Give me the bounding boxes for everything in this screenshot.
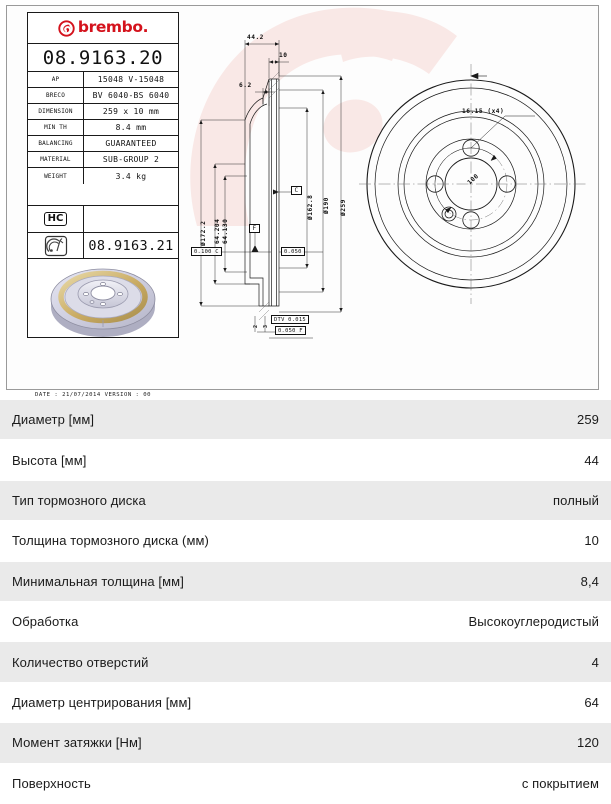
dim-small-2: 3 — [263, 324, 269, 328]
hc-badge-cell — [28, 206, 84, 232]
spec-value: 10 — [584, 533, 599, 549]
spec-label: Толщина тормозного диска (мм) — [12, 533, 209, 549]
titleblock-rows — [28, 72, 178, 184]
dim-pcd: 100 — [466, 172, 481, 187]
dim-outer-dia: Ø259 — [340, 199, 347, 216]
spec-label: Момент затяжки [Нм] — [12, 735, 142, 751]
cross-section-view — [183, 16, 383, 356]
spec-label: Обработка — [12, 614, 79, 630]
dim-inner-dia: Ø162.8 — [307, 194, 314, 220]
gdt-parallelism: 0.100 C — [191, 247, 222, 256]
brembo-logo — [28, 13, 178, 44]
spec-value: 44 — [584, 452, 599, 468]
brake-disc-tool-icon-cell — [28, 233, 84, 258]
dim-bore-max: 64.204 — [214, 218, 221, 244]
drawing-frame — [6, 5, 599, 398]
table-row — [0, 642, 611, 682]
gdt-flatness: 0.050 — [281, 247, 305, 256]
plan-view — [359, 54, 589, 309]
dim-overall-height: 44.2 — [247, 34, 264, 41]
spec-label: Тип тормозного диска — [12, 492, 146, 508]
brembo-swirl-icon — [58, 20, 75, 37]
spec-label: Минимальная толщина [мм] — [12, 573, 184, 589]
titleblock-value: SUB-GROUP 2 — [102, 155, 160, 164]
table-row — [0, 602, 611, 642]
titleblock-hc-row — [28, 206, 178, 233]
titleblock-spacer — [28, 184, 178, 206]
brake-disc-3d-render — [43, 261, 163, 335]
specifications-table — [0, 400, 611, 804]
table-row — [0, 764, 611, 804]
spec-value: 120 — [577, 735, 599, 751]
titleblock-key: MIN TH — [28, 120, 84, 135]
dim-bolt-hole: 16.15 (x4) — [462, 108, 505, 115]
titleblock-alt-part-row — [28, 233, 178, 259]
titleblock-key: DIMENSION — [28, 104, 84, 119]
titleblock-value: GUARANTEED — [105, 139, 157, 148]
titleblock-key: BALANCING — [28, 136, 84, 151]
titleblock-row — [28, 72, 178, 88]
dim-bore-min: 64.130 — [222, 218, 229, 244]
titleblock-key: AP — [28, 72, 84, 87]
gdt-dtv: DTV 0.015 — [271, 315, 309, 324]
table-row — [0, 521, 611, 561]
spec-value: с покрытием — [521, 775, 599, 791]
spec-value: 8,4 — [580, 573, 599, 589]
titleblock-key: BRECO — [28, 88, 84, 103]
titleblock-value: BV 6040-BS 6040 — [92, 91, 170, 100]
technical-drawing-panel — [0, 0, 611, 400]
titleblock-value: 259 x 10 mm — [102, 107, 160, 116]
brembo-wordmark: brembo. — [77, 18, 149, 37]
titleblock-value: 8.4 mm — [115, 123, 147, 132]
spec-value: 64 — [584, 694, 599, 710]
spec-value: Высокоуглеродистый — [468, 614, 599, 630]
spec-label: Высота [мм] — [12, 452, 87, 468]
titleblock-row — [28, 136, 178, 152]
spec-label: Количество отверстий — [12, 654, 149, 670]
brake-disc-wrench-icon — [45, 236, 67, 256]
gdt-runout: 0.050 F — [275, 326, 306, 335]
hc-empty-cell — [84, 206, 178, 232]
titleblock-row — [28, 168, 178, 184]
spec-label: Диаметр центрирования [мм] — [12, 694, 192, 710]
datum-c: C — [291, 186, 302, 195]
dim-hat-step: 6.2 — [239, 82, 252, 89]
drawing-date-line: DATE : 21/07/2014 VERSION : 00 — [35, 392, 152, 398]
table-row — [0, 481, 611, 521]
titleblock-row — [28, 152, 178, 168]
part-number-alt: 08.9163.21 — [88, 237, 174, 254]
table-row — [0, 683, 611, 723]
titleblock-key: WEIGHT — [28, 168, 84, 184]
part-number-main: 08.9163.20 — [28, 44, 178, 72]
titleblock-value: 15048 V-15048 — [97, 75, 165, 84]
product-photo — [28, 259, 178, 337]
table-row — [0, 440, 611, 480]
spec-value: 4 — [591, 654, 599, 670]
cross-section-geometry — [183, 16, 383, 351]
spec-value: 259 — [577, 412, 599, 428]
datum-f: F — [249, 224, 260, 233]
high-carbon-badge: HC — [44, 212, 68, 226]
titleblock-value: 3.4 kg — [115, 171, 147, 181]
titleblock-row — [28, 88, 178, 104]
dim-hat-outer-dia: Ø172.2 — [200, 220, 207, 246]
titleblock-row — [28, 120, 178, 136]
titleblock-row — [28, 104, 178, 120]
spec-value: полный — [553, 492, 599, 508]
table-row — [0, 562, 611, 602]
titleblock-key: MATERIAL — [28, 152, 84, 167]
title-block — [27, 12, 179, 338]
dim-small-1: 2 — [253, 324, 259, 328]
table-row — [0, 723, 611, 763]
dim-mid-dia: Ø190 — [323, 197, 330, 214]
dim-disc-thickness: 10 — [279, 52, 288, 59]
spec-label: Поверхность — [12, 775, 91, 791]
spec-label: Диаметр [мм] — [12, 412, 95, 428]
table-row — [0, 400, 611, 440]
